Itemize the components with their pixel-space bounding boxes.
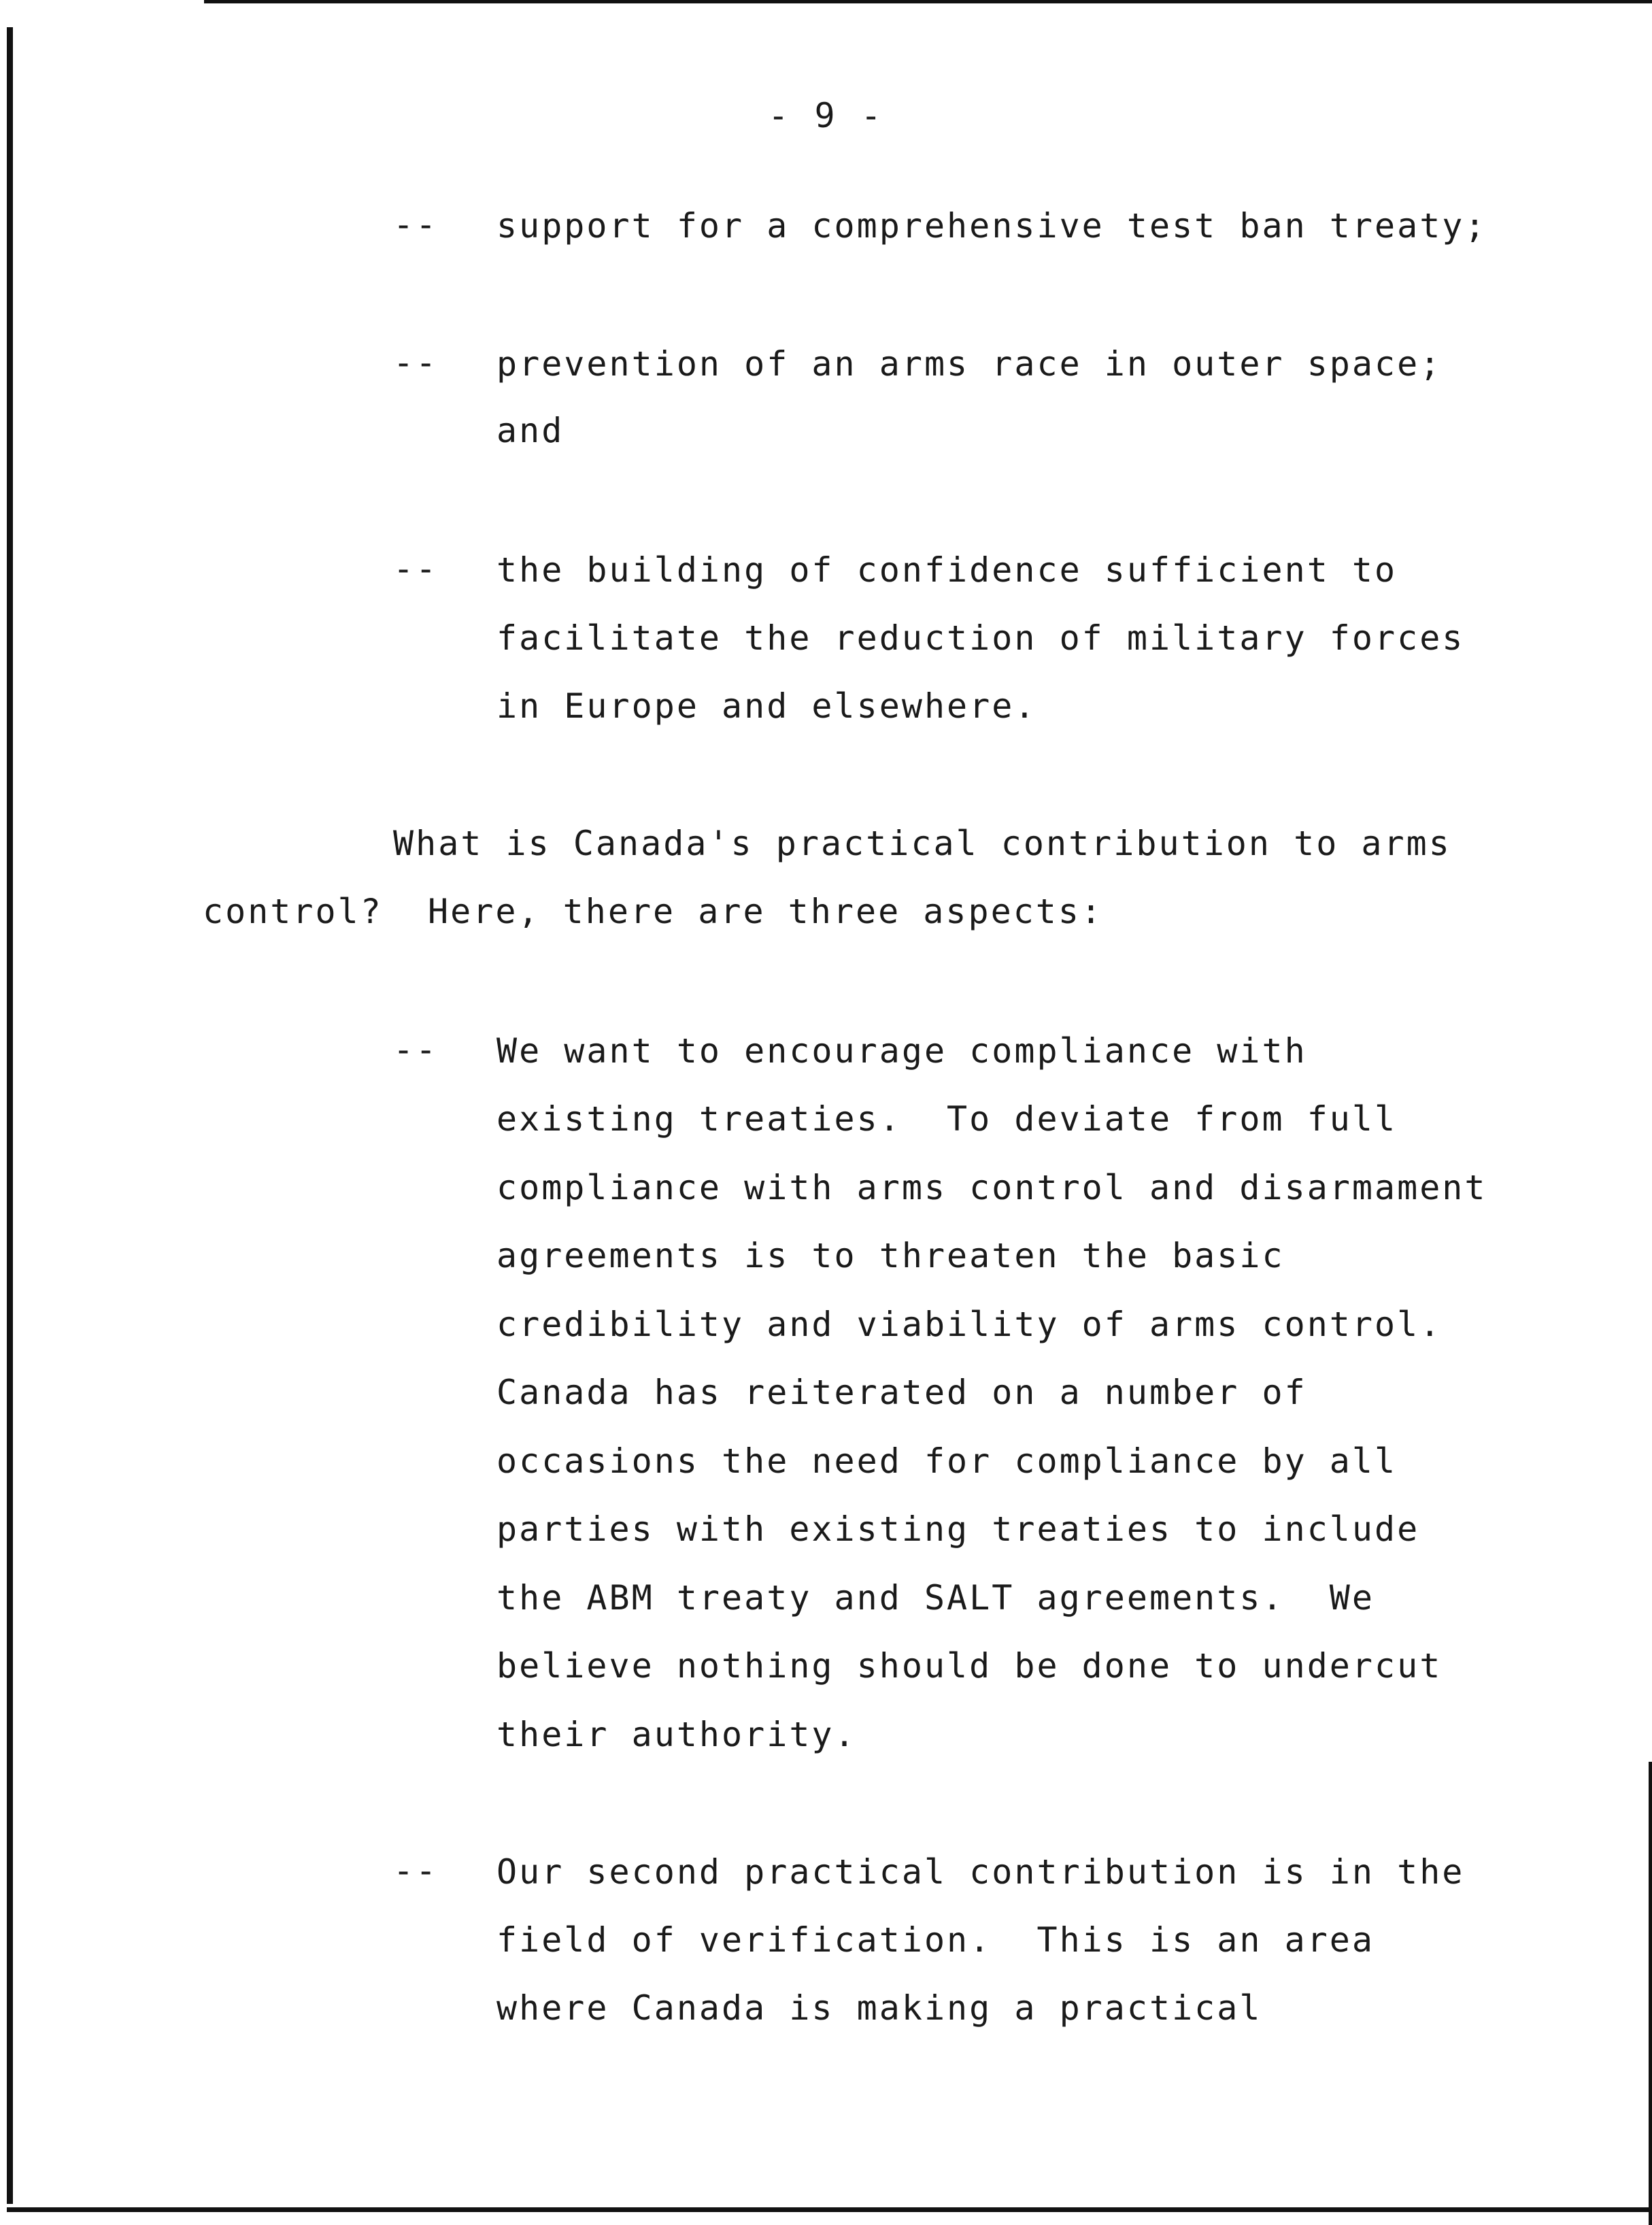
aspect-text-line: agreements is to threaten the basic (496, 1236, 1285, 1275)
aspect-text-line: believe nothing should be done to undercut (496, 1646, 1443, 1686)
bullet-text-line: the building of confidence sufficient to (496, 550, 1398, 590)
aspect-text-line: their authority. (496, 1715, 857, 1754)
paragraph-line: control? Here, there are three aspects: (203, 892, 1104, 931)
bullet-text-line: support for a comprehensive test ban treaty; (496, 206, 1487, 246)
page-number: - 9 - (768, 96, 884, 135)
bullet-marker: -- (393, 549, 439, 588)
aspect-text-line: the ABM treaty and SALT agreements. We (496, 1578, 1375, 1618)
aspect-text-line: parties with existing treaties to include (496, 1509, 1420, 1549)
bullet-marker: -- (393, 343, 439, 382)
aspect-marker: -- (393, 1030, 439, 1069)
bullet-text-line: and (496, 411, 564, 450)
aspect-text-line: compliance with arms control and disarmament (496, 1168, 1487, 1207)
bullet-text-line: in Europe and elsewhere. (496, 686, 1037, 726)
aspect-text-line: occasions the need for compliance by all (496, 1441, 1398, 1481)
aspect-text-line: where Canada is making a practical (496, 1988, 1262, 2028)
scan-edge-top (204, 0, 1652, 3)
bullet-marker: -- (393, 205, 439, 244)
aspect-text-line: field of verification. This is an area (496, 1920, 1375, 1960)
paragraph-line: What is Canada's practical contribution to arms (393, 824, 1451, 863)
scan-edge-bottom (7, 2207, 1652, 2212)
aspect-text-line: Canada has reiterated on a number of (496, 1373, 1307, 1412)
scan-edge-right (1649, 1762, 1652, 2225)
scan-edge-left (7, 27, 13, 2204)
bullet-text-line: prevention of an arms race in outer space; (496, 344, 1443, 384)
aspect-text-line: We want to encourage compliance with (496, 1031, 1307, 1071)
bullet-text-line: facilitate the reduction of military forces (496, 618, 1465, 658)
aspect-text-line: credibility and viability of arms control. (496, 1305, 1443, 1344)
aspect-text-line: existing treaties. To deviate from full (496, 1099, 1398, 1139)
aspect-text-line: Our second practical contribution is in the (496, 1852, 1465, 1892)
aspect-marker: -- (393, 1851, 439, 1890)
